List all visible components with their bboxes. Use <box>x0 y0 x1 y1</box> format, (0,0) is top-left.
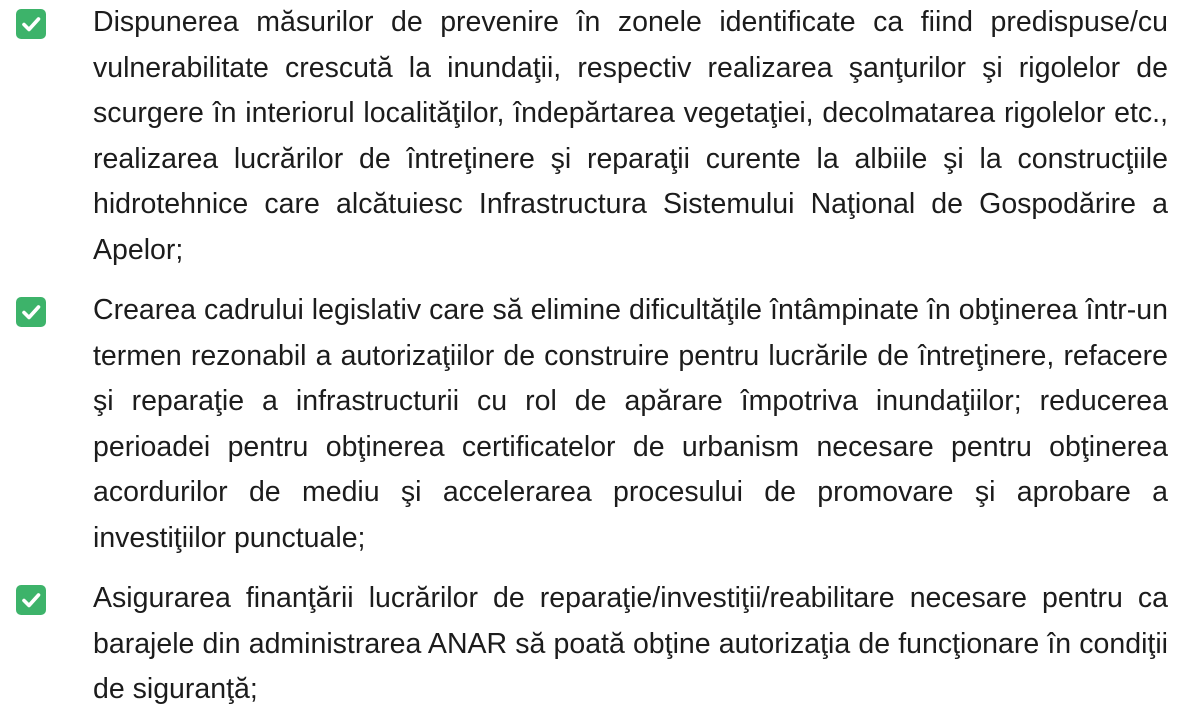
check-square-icon <box>16 585 46 615</box>
bullet-text: Dispunerea măsurilor de prevenire în zonele identificate ca fiind predispuse/cu vulnerabilitate crescută la inundaţii, respectiv realizarea şanţurilor şi rigolelor de scurgere în interiorul localităţilor, îndepărtarea vegetaţiei, decolmatarea rigolelor etc., realizarea lucrărilor de întreţinere şi reparaţii curente la albiile şi la construcţiile hidrotehnice care alcătuiesc Infrastructura Sistemului Naţional de Gospodărire a Apelor; <box>93 6 1168 266</box>
check-square-icon <box>16 297 46 327</box>
check-square-icon <box>16 9 46 39</box>
bullet-text: Asigurarea finanţării lucrărilor de reparaţie/investiţii/reabilitare necesare pentru ca barajele din administrarea ANAR să poată obţine autorizaţia de funcţionare în condiţii de siguranţă; <box>93 582 1168 705</box>
bullet-text: Crearea cadrului legislativ care să elimine dificultăţile întâmpinate în obţinerea într-un termen rezonabil a autorizaţiilor de construire pentru lucrările de întreţinere, refacere şi reparaţie a infrastructurii cu rol de apărare împotriva inundaţiilor; reducerea perioadei pentru obţinerea certificatelor de urbanism necesare pentru obţinerea acordurilor de mediu şi accelerarea procesului de promovare şi aprobare a investiţiilor punctuale; <box>93 294 1168 554</box>
